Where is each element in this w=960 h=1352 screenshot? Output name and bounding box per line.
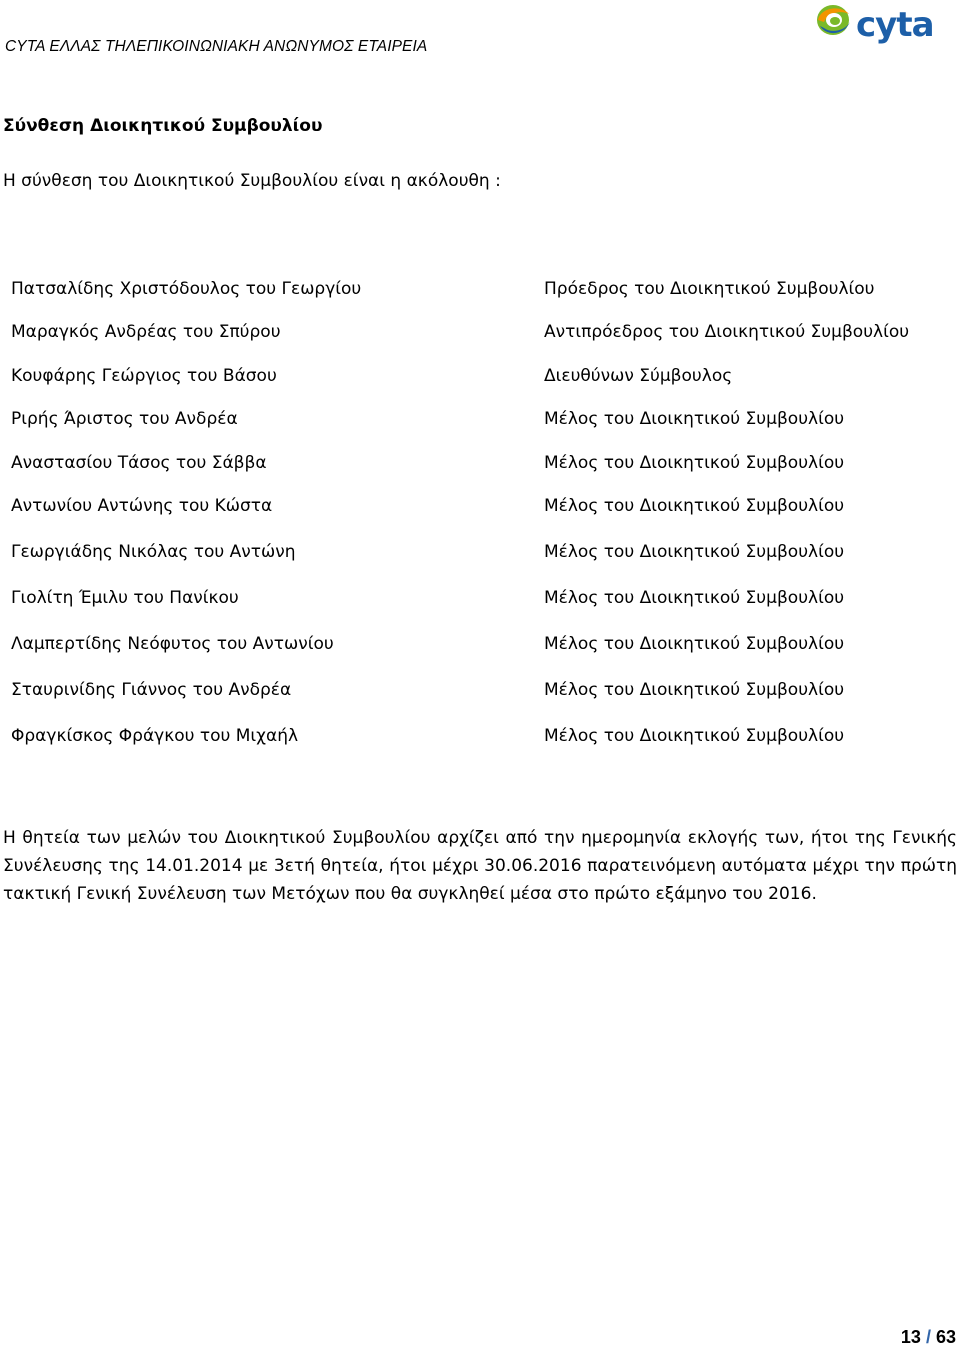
member-role: Διευθύνων Σύμβουλος <box>544 366 733 386</box>
section-intro: Η σύνθεση του Διοικητικού Συμβουλίου είναι η ακόλουθη : <box>3 171 501 191</box>
member-name: Πατσαλίδης Χριστόδουλος του Γεωργίου <box>11 279 362 299</box>
member-role: Αντιπρόεδρος του Διοικητικού Συμβουλίου <box>544 322 910 342</box>
header-company-name: CYTA ΕΛΛΑΣ ΤΗΛΕΠΙΚΟΙΝΩΝΙΑΚΗ ΑΝΩΝΥΜΟΣ ΕΤΑΙΡΕΙΑ <box>5 38 428 55</box>
member-role: Μέλος του Διοικητικού Συμβουλίου <box>544 409 845 429</box>
member-name: Μαραγκός Ανδρέας του Σπύρου <box>11 322 281 342</box>
member-role: Μέλος του Διοικητικού Συμβουλίου <box>544 453 845 473</box>
board-row <box>0 588 960 612</box>
board-row <box>0 680 960 704</box>
member-role: Μέλος του Διοικητικού Συμβουλίου <box>544 588 845 608</box>
board-row <box>0 366 960 390</box>
current-page: 13 <box>900 1327 921 1347</box>
board-row <box>0 542 960 566</box>
board-row <box>0 322 960 346</box>
member-role: Πρόεδρος του Διοικητικού Συμβουλίου <box>544 279 875 299</box>
member-name: Ριρής Άριστος του Ανδρέα <box>11 409 238 429</box>
member-name: Φραγκίσκος Φράγκου του Μιχαήλ <box>11 726 299 746</box>
page-number <box>901 1327 956 1348</box>
member-name: Κουφάρης Γεώργιος του Βάσου <box>11 366 277 386</box>
board-row <box>0 726 960 750</box>
member-role: Μέλος του Διοικητικού Συμβουλίου <box>544 542 845 562</box>
cyta-logo <box>806 0 956 52</box>
member-role: Μέλος του Διοικητικού Συμβουλίου <box>544 726 845 746</box>
member-name: Αναστασίου Τάσος του Σάββα <box>11 453 267 473</box>
member-name: Λαμπερτίδης Νεόφυτος του Αντωνίου <box>11 634 334 654</box>
section-title: Σύνθεση Διοικητικού Συμβουλίου <box>3 116 323 136</box>
board-row <box>0 279 960 303</box>
cyta-swirl-logo-icon <box>806 0 956 52</box>
member-name: Αντωνίου Αντώνης του Κώστα <box>11 496 273 516</box>
board-row <box>0 453 960 477</box>
board-row <box>0 409 960 433</box>
member-role: Μέλος του Διοικητικού Συμβουλίου <box>544 634 845 654</box>
member-name: Σταυρινίδης Γιάννος του Ανδρέα <box>11 680 292 700</box>
logo-wordmark: cyta <box>856 5 934 45</box>
member-role: Μέλος του Διοικητικού Συμβουλίου <box>544 496 845 516</box>
member-name: Γιολίτη Έμιλυ του Πανίκου <box>11 588 239 608</box>
board-row <box>0 634 960 658</box>
page-separator: / <box>925 1327 931 1347</box>
member-name: Γεωργιάδης Νικόλας του Αντώνη <box>11 542 296 562</box>
total-pages: 63 <box>935 1327 956 1347</box>
tenure-paragraph: Η θητεία των μελών του Διοικητικού Συμβουλίου αρχίζει από την ημερομηνία εκλογής των, ήτοι της Γενικής Συνέλευσης της 14.01.2014 με 3ετή θητεία, ήτοι μέχρι 30.06.2016 παρατεινόμενη αυτόματα μέχρι την πρώτη τακτική Γενική Συνέλευση των Μετόχων που θα συγκληθεί μέσα στο πρώτο εξάμηνο του 2016. <box>3 828 957 904</box>
board-row <box>0 496 960 520</box>
member-role: Μέλος του Διοικητικού Συμβουλίου <box>544 680 845 700</box>
